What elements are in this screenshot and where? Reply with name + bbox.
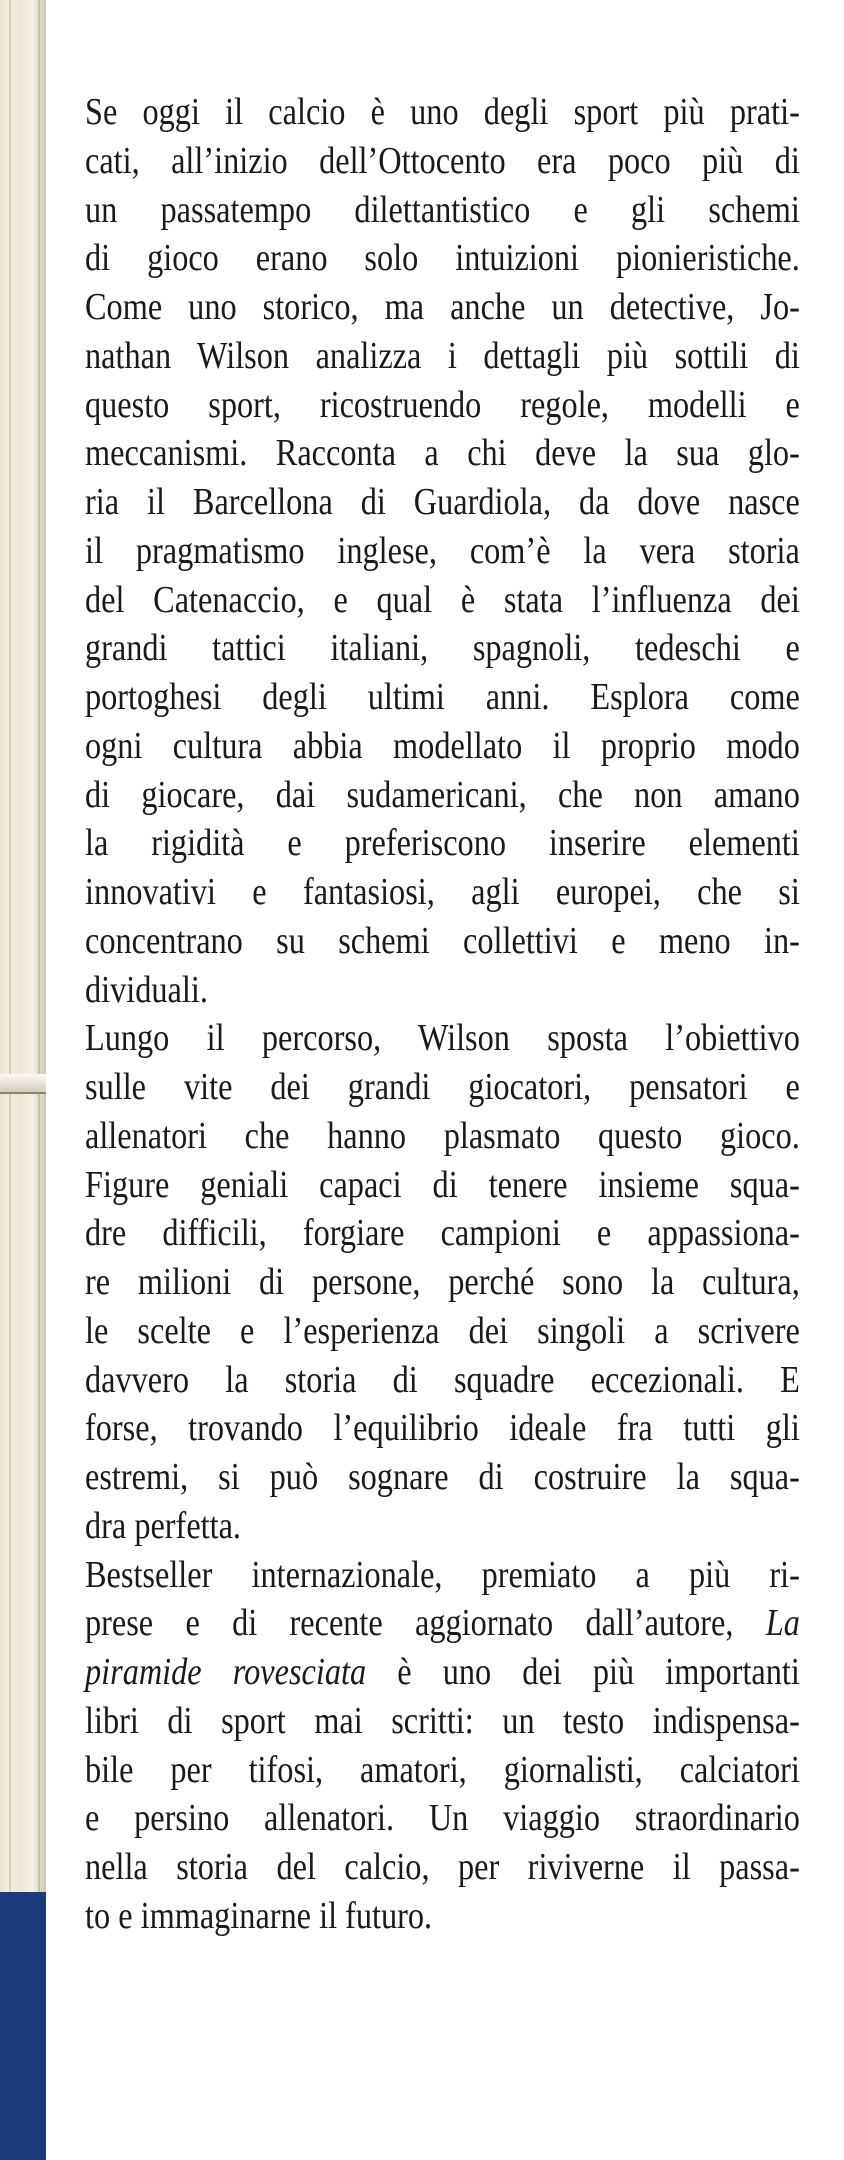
text-line xyxy=(85,917,800,966)
text-segment: portoghesi degli ultimi anni. Esplora come xyxy=(85,676,800,718)
text-segment: prese e di recente aggiornato dall’autore, xyxy=(85,1602,766,1645)
text-line xyxy=(85,1551,800,1600)
text-line xyxy=(85,478,800,527)
text-segment: innovativi e fantasiosi, agli europei, che si xyxy=(85,871,800,913)
text-segment: le scelte e l’esperienza dei singoli a scrivere xyxy=(85,1309,800,1352)
text-line xyxy=(85,1892,800,1941)
text-line xyxy=(85,868,800,917)
text-line xyxy=(85,1014,800,1063)
text-line xyxy=(85,576,800,625)
paragraph xyxy=(85,1014,800,1550)
text-segment: questo sport, ricostruendo regole, modelli e xyxy=(85,383,800,426)
text-line xyxy=(85,673,800,722)
paragraph xyxy=(85,88,800,1014)
text-segment: Come uno storico, ma anche un detective, Jo- xyxy=(85,286,800,328)
text-segment: un passatempo dilettantistico e gli schemi xyxy=(85,188,800,231)
spine-blue-band xyxy=(0,1892,46,2160)
text-line xyxy=(85,1843,800,1892)
text-segment: sulle vite dei grandi giocatori, pensatori e xyxy=(85,1066,800,1108)
text-segment: concentrano su schemi collettivi e meno in- xyxy=(85,919,800,962)
text-line xyxy=(85,137,800,186)
text-line xyxy=(85,1161,800,1210)
text-line xyxy=(85,332,800,381)
text-segment: cati, all’inizio dell’Ottocento era poco più di xyxy=(85,139,800,182)
text-segment: davvero la storia di squadre eccezionali. E xyxy=(85,1358,800,1401)
text-segment: dra perfetta. xyxy=(85,1504,242,1547)
book-title-italic: piramide rovesciata xyxy=(85,1651,367,1693)
text-line xyxy=(85,771,800,820)
text-line xyxy=(85,1746,800,1795)
text-segment: e persino allenatori. Un viaggio straordinario xyxy=(85,1797,800,1840)
book-spine-edge xyxy=(0,0,46,2160)
text-line xyxy=(85,527,800,576)
text-segment: è uno dei più importanti xyxy=(366,1651,800,1693)
text-segment: Lungo il percorso, Wilson sposta l’obiettivo xyxy=(85,1017,800,1060)
text-line xyxy=(85,1404,800,1453)
text-segment: ria il Barcellona di Guardiola, da dove nasce xyxy=(85,481,800,523)
paragraph xyxy=(85,1551,800,1941)
text-line xyxy=(85,1063,800,1112)
text-segment: il pragmatismo inglese, com’è la vera storia xyxy=(85,529,800,572)
text-line xyxy=(85,1356,800,1405)
text-line xyxy=(85,381,800,430)
text-segment: di giocare, dai sudamericani, che non amano xyxy=(85,773,800,816)
text-segment: forse, trovando l’equilibrio ideale fra tutti gli xyxy=(85,1407,800,1450)
text-segment: dividuali. xyxy=(85,968,208,1011)
text-segment: allenatori che hanno plasmato questo gioco. xyxy=(85,1114,800,1157)
text-line xyxy=(85,1502,800,1551)
text-segment: nathan Wilson analizza i dettagli più sottili di xyxy=(85,334,800,377)
text-line xyxy=(85,186,800,235)
text-line xyxy=(85,1453,800,1502)
text-segment: la rigidità e preferiscono inserire elementi xyxy=(85,822,800,865)
text-segment: di gioco erano solo intuizioni pionieristiche. xyxy=(85,237,800,280)
spine-crease xyxy=(38,0,40,1892)
text-segment: meccanismi. Racconta a chi deve la sua glo- xyxy=(85,432,800,475)
text-line xyxy=(85,966,800,1015)
text-segment: grandi tattici italiani, spagnoli, tedeschi e xyxy=(85,627,800,670)
back-cover-blurb xyxy=(85,88,800,1941)
book-title-italic: La xyxy=(765,1602,800,1645)
text-line xyxy=(85,1112,800,1161)
text-line xyxy=(85,722,800,771)
text-line xyxy=(85,283,800,332)
text-segment: re milioni di persone, perché sono la cultura, xyxy=(85,1261,800,1303)
text-segment: Figure geniali capaci di tenere insieme squa- xyxy=(85,1163,800,1206)
text-segment: Bestseller internazionale, premiato a più ri- xyxy=(85,1553,800,1596)
text-line xyxy=(85,88,800,137)
text-line xyxy=(85,1697,800,1746)
text-line xyxy=(85,1599,800,1648)
text-line xyxy=(85,1258,800,1307)
text-line xyxy=(85,624,800,673)
text-segment: nella storia del calcio, per riviverne il passa- xyxy=(85,1846,800,1888)
text-segment: dre difficili, forgiare campioni e appassiona- xyxy=(85,1212,800,1255)
text-line xyxy=(85,234,800,283)
text-line xyxy=(85,1307,800,1356)
text-line xyxy=(85,819,800,868)
text-line xyxy=(85,1209,800,1258)
text-line xyxy=(85,1648,800,1697)
text-line xyxy=(85,429,800,478)
text-segment: to e immaginarne il futuro. xyxy=(85,1894,433,1937)
text-segment: libri di sport mai scritti: un testo indispensa- xyxy=(85,1699,800,1742)
text-segment: bile per tifosi, amatori, giornalisti, calciatori xyxy=(85,1748,800,1791)
text-segment: Se oggi il calcio è uno degli sport più prati- xyxy=(85,91,800,133)
text-segment: estremi, si può sognare di costruire la squa- xyxy=(85,1456,800,1498)
text-line xyxy=(85,1794,800,1843)
text-segment: del Catenaccio, e qual è stata l’influenza dei xyxy=(85,578,800,621)
text-segment: ogni cultura abbia modellato il proprio modo xyxy=(85,724,800,767)
spine-band xyxy=(0,1074,46,1094)
spine-crease xyxy=(9,0,11,1892)
